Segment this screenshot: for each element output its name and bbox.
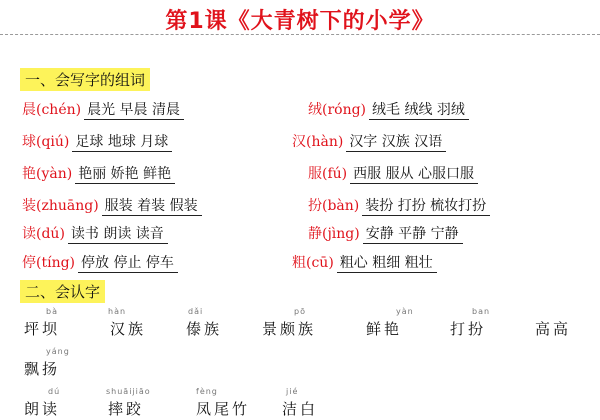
target-char: 扮 <box>308 198 322 214</box>
target-char: 绒 <box>308 102 322 118</box>
word-row <box>292 252 437 272</box>
word-pinyin: dǎi <box>188 307 204 316</box>
word-pinyin: jié <box>286 387 299 396</box>
word-pinyin: ban <box>472 307 491 316</box>
word-group: 安静 平静 宁静 <box>363 226 463 244</box>
word-row <box>308 195 490 215</box>
word-group: 艳丽 娇艳 鲜艳 <box>75 166 175 184</box>
char-pinyin: (zhuāng) <box>36 198 99 214</box>
word-pinyin: fèng <box>196 387 218 396</box>
word-row <box>292 131 446 151</box>
target-char: 静 <box>308 226 322 242</box>
char-pinyin: (yàn) <box>36 166 73 182</box>
recognition-word: 摔跤 <box>108 400 145 418</box>
recognition-word: 高高 <box>535 320 572 338</box>
recognition-word: 傣族 <box>186 320 223 338</box>
word-group: 汉字 汉族 汉语 <box>346 134 446 152</box>
char-pinyin: (chén) <box>36 102 82 118</box>
recognition-word: 朗读 <box>24 400 61 418</box>
char-pinyin: (cū) <box>306 255 334 271</box>
word-group: 停放 停止 停车 <box>78 255 178 273</box>
char-pinyin: (tíng) <box>36 255 76 271</box>
word-row <box>22 195 202 215</box>
word-row <box>308 99 469 119</box>
target-char: 艳 <box>22 166 36 182</box>
recognition-word: 坪坝 <box>24 320 61 338</box>
title-divider <box>0 34 600 35</box>
char-pinyin: (dú) <box>36 226 65 242</box>
recognition-word: 凤尾竹 <box>196 400 251 418</box>
word-pinyin: shuāijiāo <box>106 387 151 396</box>
word-group: 粗心 粗细 粗壮 <box>337 255 437 273</box>
word-row <box>308 163 478 183</box>
word-pinyin: hàn <box>108 307 127 316</box>
target-char: 读 <box>22 226 36 242</box>
word-row <box>308 223 463 243</box>
word-group: 晨光 早晨 清晨 <box>84 102 184 120</box>
word-group: 读书 朗读 读音 <box>68 226 168 244</box>
word-pinyin: bà <box>46 307 58 316</box>
word-row <box>22 223 168 243</box>
word-pinyin: yàn <box>396 307 414 316</box>
recognition-word: 鲜艳 <box>366 320 403 338</box>
target-char: 粗 <box>292 255 306 271</box>
target-char: 装 <box>22 198 36 214</box>
recognition-word: 打扮 <box>450 320 487 338</box>
word-row <box>22 99 184 119</box>
word-group: 服装 着装 假装 <box>102 198 202 216</box>
word-row <box>22 252 178 272</box>
word-pinyin: yáng <box>46 347 70 356</box>
recognition-word: 洁白 <box>282 400 319 418</box>
word-row <box>22 163 175 183</box>
char-pinyin: (bàn) <box>322 198 360 214</box>
section-label-writing: 一、会写字的组词 <box>20 68 150 91</box>
char-pinyin: (róng) <box>322 102 367 118</box>
target-char: 服 <box>308 166 322 182</box>
word-row <box>22 131 172 151</box>
word-group: 西服 服从 心服口服 <box>350 166 478 184</box>
char-pinyin: (qiú) <box>36 134 70 150</box>
recognition-word: 飘扬 <box>24 360 61 378</box>
word-group: 足球 地球 月球 <box>72 134 172 152</box>
target-char: 停 <box>22 255 36 271</box>
target-char: 晨 <box>22 102 36 118</box>
word-group: 绒毛 绒线 羽绒 <box>369 102 469 120</box>
char-pinyin: (hàn) <box>306 134 344 150</box>
target-char: 汉 <box>292 134 306 150</box>
word-group: 装扮 打扮 梳妆打扮 <box>362 198 490 216</box>
word-pinyin: pō <box>294 307 306 316</box>
recognition-word: 汉族 <box>110 320 147 338</box>
target-char: 球 <box>22 134 36 150</box>
char-pinyin: (fú) <box>322 166 348 182</box>
recognition-word: 景颇族 <box>262 320 317 338</box>
page-title: 第1课《大青树下的小学》 <box>165 9 435 34</box>
word-pinyin: dú <box>48 387 61 396</box>
char-pinyin: (jìng) <box>322 226 360 242</box>
section-label-recognition: 二、会认字 <box>20 280 105 303</box>
